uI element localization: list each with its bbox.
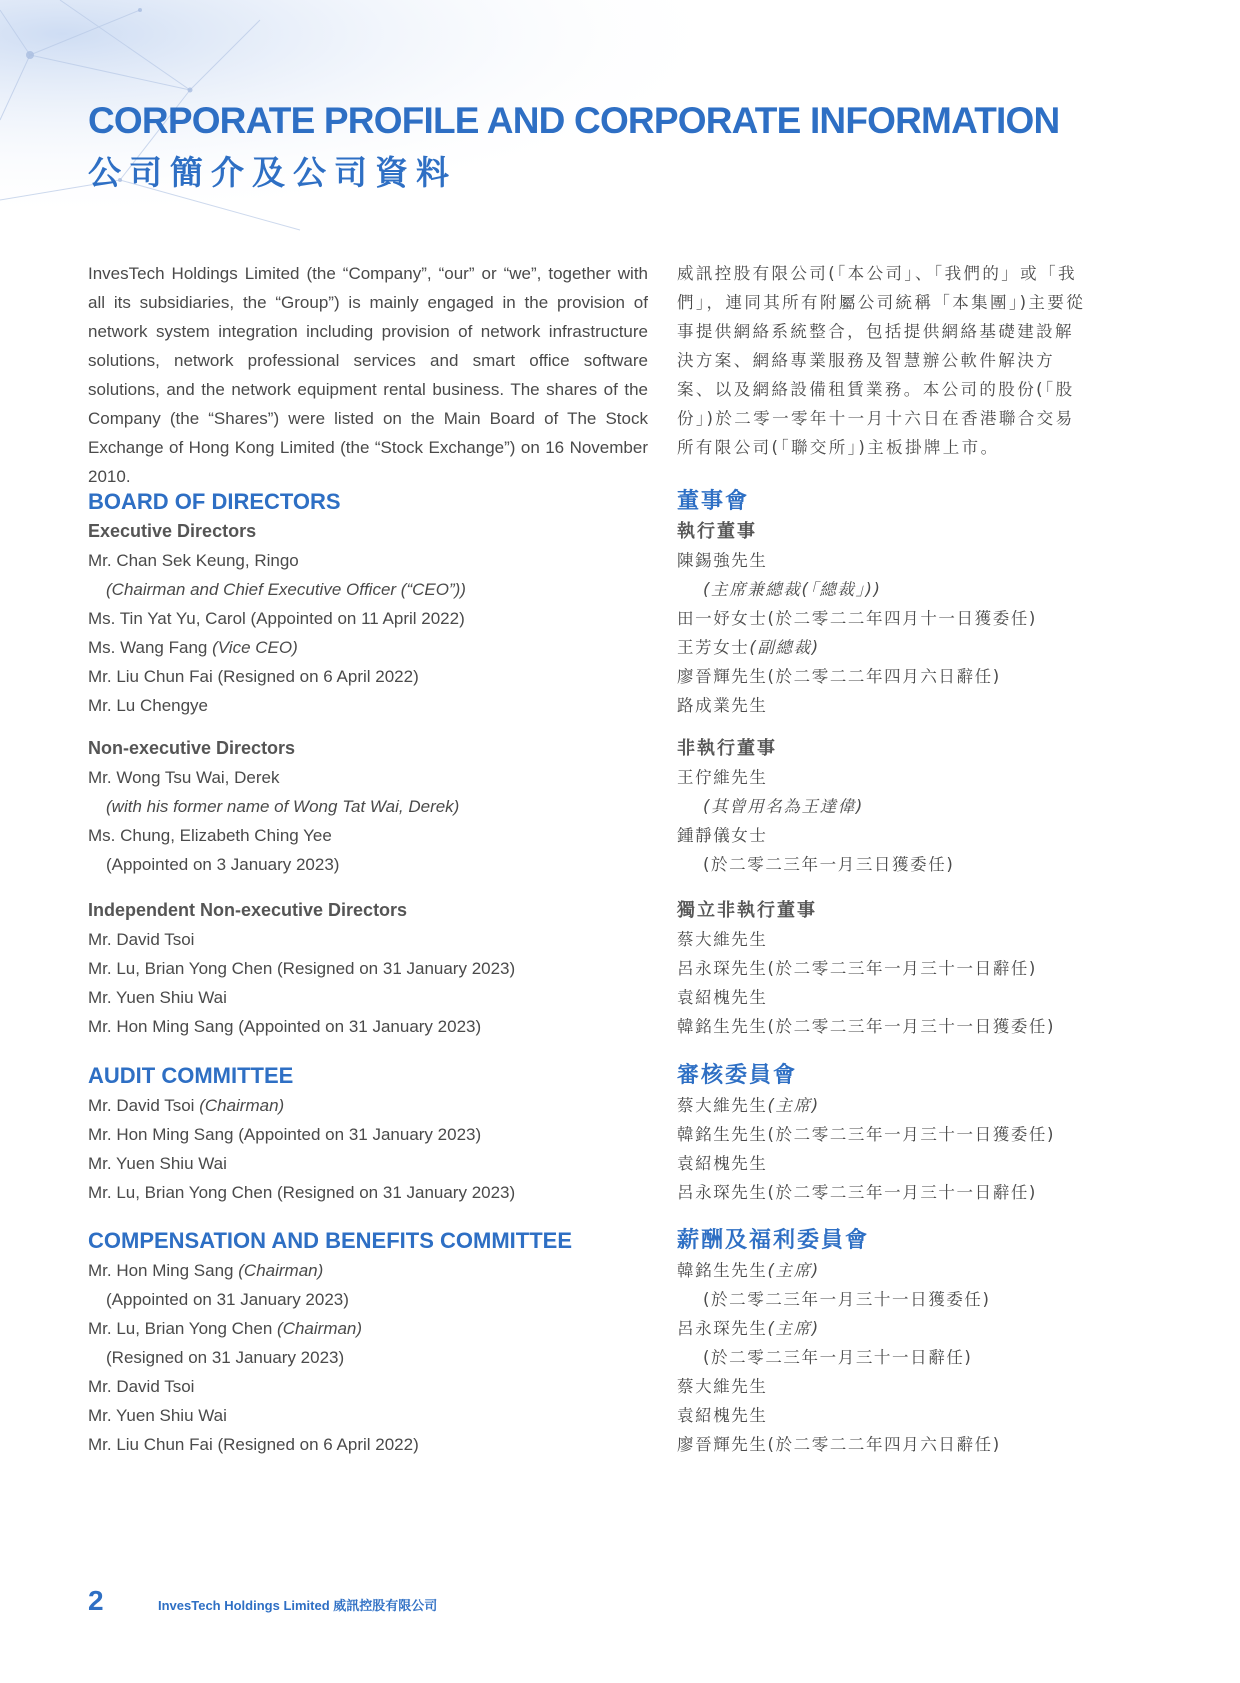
list-item: Mr. Yuen Shiu Wai [88,988,227,1007]
director-wong-zh: 王佇維先生 [677,768,768,787]
footer-company-name: InvesTech Holdings Limited 威訊控股有限公司 [158,1598,438,1613]
director-chung-note-zh: (於二零二三年一月三日獲委任) [703,855,955,874]
list-item: Mr. Hon Ming Sang (Appointed on 31 January 2023) [88,1017,482,1036]
intro-paragraph-zh: 威訊控股有限公司(「本公司」、「我們的」或「我們」，連同其所有附屬公司統稱「本集團」)主要從事提供網絡系統整合，包括提供網絡基礎建設解決方案、網絡專業服務及智慧辦公軟件解決方案、以及網絡設備租賃業務。本公司的股份(「股份」)於二零一零年十一月十六日在香港聯合交易所有限公司(「聯交所」)主板掛牌上市。 [677,264,1086,457]
list-item: Mr. Lu, Brian Yong Chen (Resigned on 31 January 2023) [88,959,516,978]
comp-hon-name-zh: 韓銘生先生 [677,1261,768,1280]
audit-tsoi-role-zh: (主席) [767,1096,820,1115]
non-executive-directors-label-en: Non-executive Directors [88,738,296,758]
audit-yuen-zh: 袁紹槐先生 [677,1154,768,1173]
list-item: 蔡大維先生 [677,930,768,949]
executive-directors-label-en: Executive Directors [88,521,257,541]
director-wong-note-zh: (其曾用名為王達偉) [703,797,864,816]
director-chung-zh: 鍾靜儀女士 [677,826,768,845]
director-lu-zh: 路成業先生 [677,696,768,715]
comp-hon-name-en: Mr. Hon Ming Sang [88,1261,234,1280]
list-item: 呂永琛先生(於二零二三年一月三十一日辭任) [677,959,1037,978]
director-chung-en: Ms. Chung, Elizabeth Ching Yee [88,826,332,845]
audit-tsoi-name-en: Mr. David Tsoi [88,1096,195,1115]
comp-hon-en [88,1256,648,1285]
director-wang-role-en: (Vice CEO) [212,638,298,657]
compensation-heading-zh: 薪酬及福利委員會 [677,1228,870,1253]
board-heading-zh: 董事會 [677,489,750,514]
executive-directors-label-zh: 執行董事 [677,521,757,542]
comp-lu-note-zh: (於二零二三年一月三十一日辭任) [703,1348,973,1367]
director-tin-zh: 田一妤女士(於二零二二年四月十一日獲委任) [677,609,1037,628]
comp-hon-zh [677,1256,1237,1285]
audit-hon-zh: 韓銘生先生(於二零二三年一月三十一日獲委任) [677,1125,1056,1144]
director-chung-note-en: (Appointed on 3 January 2023) [106,855,340,874]
director-wong-note-en: (with his former name of Wong Tat Wai, Derek) [106,797,460,816]
page-title-zh: 公司簡介及公司資料 [88,153,457,192]
list-item: 韓銘生先生(於二零二三年一月三十一日獲委任) [677,1017,1056,1036]
audit-heading-zh: 審核委員會 [677,1063,798,1088]
comp-liu-zh: 廖晉輝先生(於二零二二年四月六日辭任) [677,1435,1001,1454]
audit-section-zh [677,1061,1237,1207]
director-chan-role-zh: (主席兼總裁(「總裁」)) [703,580,882,599]
independent-section-zh [677,896,1237,1041]
page-number: 2 [88,1585,104,1616]
list-item: 袁紹槐先生 [677,988,768,1007]
audit-tsoi-zh [677,1091,1237,1120]
director-lu-en: Mr. Lu Chengye [88,696,209,715]
director-liu-en: Mr. Liu Chun Fai (Resigned on 6 April 2022) [88,667,419,686]
audit-tsoi-name-zh: 蔡大維先生 [677,1096,768,1115]
comp-hon-role-en: (Chairman) [238,1261,324,1280]
compensation-section-en [88,1226,648,1459]
compensation-section-zh [677,1226,1237,1459]
comp-tsoi-en: Mr. David Tsoi [88,1377,195,1396]
non-executive-section-en [88,734,648,879]
comp-lu-note-en: (Resigned on 31 January 2023) [106,1348,345,1367]
comp-tsoi-zh: 蔡大維先生 [677,1377,768,1396]
director-wang-en [88,633,648,662]
audit-lu-en: Mr. Lu, Brian Yong Chen (Resigned on 31 January 2023) [88,1183,516,1202]
independent-directors-label-en: Independent Non-executive Directors [88,900,408,920]
director-wong-en: Mr. Wong Tsu Wai, Derek [88,768,280,787]
page-title-en: CORPORATE PROFILE AND CORPORATE INFORMATION [88,100,1060,141]
director-chan-en: Mr. Chan Sek Keung, Ringo [88,551,299,570]
board-section-en [88,487,648,720]
audit-heading-en: AUDIT COMMITTEE [88,1063,294,1088]
audit-yuen-en: Mr. Yuen Shiu Wai [88,1154,227,1173]
independent-directors-label-zh: 獨立非執行董事 [677,900,817,921]
compensation-heading-en: COMPENSATION AND BENEFITS COMMITTEE [88,1228,572,1253]
director-chan-zh: 陳錫強先生 [677,551,768,570]
board-heading-en: BOARD OF DIRECTORS [88,489,341,514]
comp-yuen-en: Mr. Yuen Shiu Wai [88,1406,227,1425]
comp-lu-role-en: (Chairman) [277,1319,363,1338]
director-wang-name-zh: 王芳女士 [677,638,750,657]
board-section-zh [677,487,1237,720]
comp-hon-note-zh: (於二零二三年一月三十一日獲委任) [703,1290,991,1309]
independent-section-en [88,896,648,1041]
intro-paragraph-en: InvesTech Holdings Limited (the “Company”, “our” or “we”, together with all its subsidiaries, the “Group”) is mainly engaged in the provision of network system integration including provision of network infrastructure solutions, network professional services and smart office software solutions, and the network equipment rental business. The shares of the Company (the “Shares”) were listed on the Main Board of The Stock Exchange of Hong Kong Limited (the “Stock Exchange”) on 16 November 2010. [88,264,648,486]
director-liu-zh: 廖晉輝先生(於二零二二年四月六日辭任) [677,667,1001,686]
comp-lu-zh [677,1314,1237,1343]
comp-yuen-zh: 袁紹槐先生 [677,1406,768,1425]
director-tin-en: Ms. Tin Yat Yu, Carol (Appointed on 11 April 2022) [88,609,465,628]
comp-liu-en: Mr. Liu Chun Fai (Resigned on 6 April 2022) [88,1435,419,1454]
comp-lu-role-zh: (主席) [767,1319,820,1338]
comp-lu-name-en: Mr. Lu, Brian Yong Chen [88,1319,273,1338]
comp-hon-note-en: (Appointed on 31 January 2023) [106,1290,349,1309]
audit-tsoi-en [88,1091,648,1120]
director-wang-name-en: Ms. Wang Fang [88,638,208,657]
comp-lu-name-zh: 呂永琛先生 [677,1319,768,1338]
audit-section-en [88,1061,648,1207]
audit-tsoi-role-en: (Chairman) [199,1096,285,1115]
director-chan-role-en: (Chairman and Chief Executive Officer (“CEO”)) [106,580,466,599]
non-executive-section-zh [677,734,1237,879]
list-item: Mr. David Tsoi [88,930,195,949]
audit-lu-zh: 呂永琛先生(於二零二三年一月三十一日辭任) [677,1183,1037,1202]
audit-hon-en: Mr. Hon Ming Sang (Appointed on 31 January 2023) [88,1125,482,1144]
director-wang-zh [677,633,1237,662]
comp-hon-role-zh: (主席) [767,1261,820,1280]
director-wang-role-zh: (副總裁) [749,638,820,657]
non-executive-directors-label-zh: 非執行董事 [677,738,777,759]
comp-lu-en [88,1314,648,1343]
